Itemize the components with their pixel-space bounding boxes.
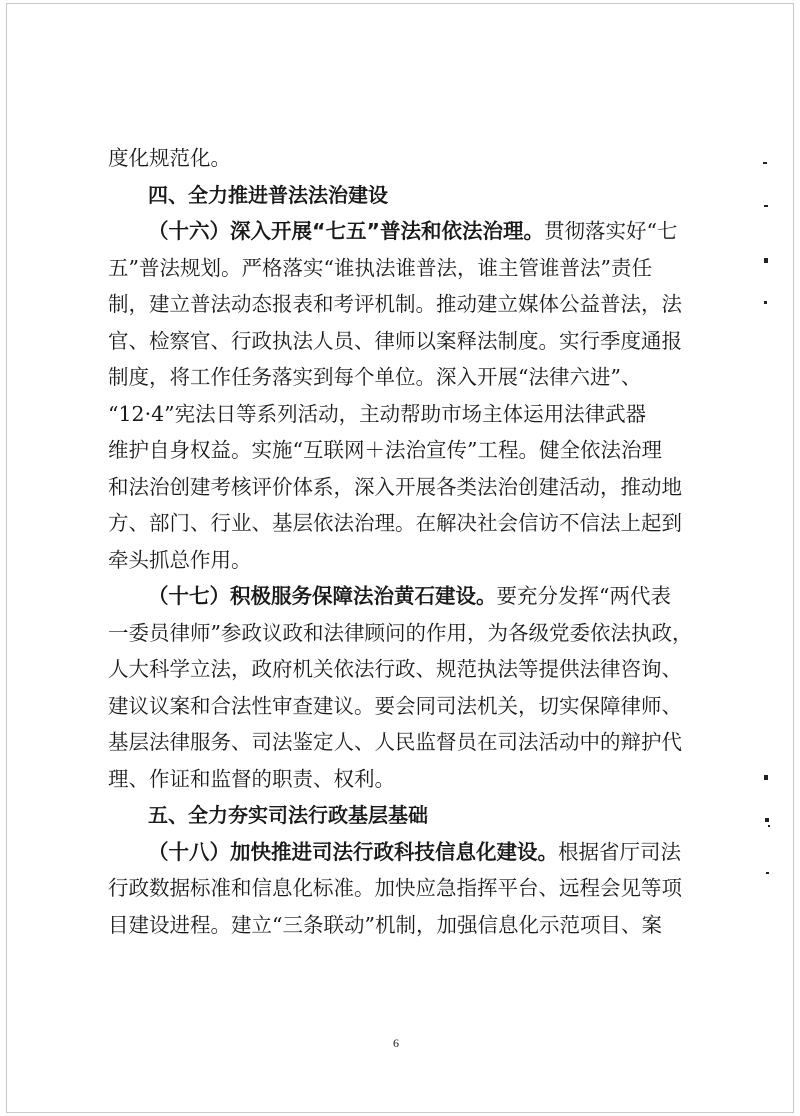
scan-mark <box>768 825 770 827</box>
section-heading: 五、全力夯实司法行政基层基础 <box>148 803 428 827</box>
paragraph-line: （十六）深入开展“七五”普法和依法治理。贯彻落实好“七 <box>148 219 678 243</box>
paragraph-line: 制，建立普法动态报表和考评机制。推动建立媒体公益普法，法 <box>108 292 682 316</box>
paragraph-line: 维护自身权益。实施“互联网＋法治宣传”工程。健全依法治理 <box>108 438 662 462</box>
item-heading: （十八）加快推进司法行政科技信息化建设。 <box>148 839 558 864</box>
paragraph-line: 和法治创建考核评价体系，深入开展各类法治创建活动，推动地 <box>108 474 682 499</box>
paragraph-line: （十八）加快推进司法行政科技信息化建设。根据省厅司法 <box>148 839 681 864</box>
scan-mark <box>764 258 768 263</box>
paragraph-line: 人大科学立法，政府机关依法行政、规范执法等提供法律咨询、 <box>108 657 682 681</box>
paragraph-line: 行政数据标准和信息化标准。加快应急指挥平台、远程会见等项 <box>108 876 682 900</box>
paragraph-line: 基层法律服务、司法鉴定人、人民监督员在司法活动中的辩护代 <box>108 730 682 754</box>
paragraph-line: “12·4”宪法日等系列活动，主动帮助市场主体运用法律武器 <box>108 401 647 426</box>
item-heading: （十七）积极服务保障法治黄石建设。 <box>148 584 497 608</box>
scan-mark <box>764 775 768 780</box>
paragraph-line: 牵头抓总作用。 <box>108 547 252 572</box>
paragraph-line: 理、作证和监督的职责、权利。 <box>108 766 395 791</box>
document-body <box>108 140 708 943</box>
scan-mark <box>763 162 767 164</box>
paragraph-line: （十七）积极服务保障法治黄石建设。要充分发挥“两代表 <box>148 584 671 608</box>
paragraph-line: 官、检察官、行政执法人员、律师以案释法制度。实行季度通报 <box>108 328 682 353</box>
paragraph-line: 方、部门、行业、基层依法治理。在解决社会信访不信法上起到 <box>108 511 682 535</box>
paragraph-line: 制度，将工作任务落实到每个单位。深入开展“法律六进”、 <box>108 365 642 389</box>
page-number: 6 <box>393 1036 399 1050</box>
paragraph-line: 目建设进程。建立“三条联动”机制，加强信息化示范项目、案 <box>108 912 662 937</box>
scan-mark <box>765 818 769 822</box>
paragraph-line: 度化规范化。 <box>108 146 231 170</box>
paragraph-line: 五”普法规划。严格落实“谁执法谁普法，谁主管谁普法”责任 <box>108 255 652 280</box>
scan-mark <box>766 872 769 874</box>
scan-mark <box>764 205 768 207</box>
item-heading: （十六）深入开展“七五”普法和依法治理。 <box>148 219 544 243</box>
paragraph-line: 建议议案和合法性审查建议。要会同司法机关，切实保障律师、 <box>108 693 682 718</box>
section-heading: 四、全力推进普法法治建设 <box>148 182 388 207</box>
paragraph-line: 一委员律师”参政议政和法律顾问的作用，为各级党委依法执政， <box>108 620 693 645</box>
scan-mark <box>764 301 767 304</box>
